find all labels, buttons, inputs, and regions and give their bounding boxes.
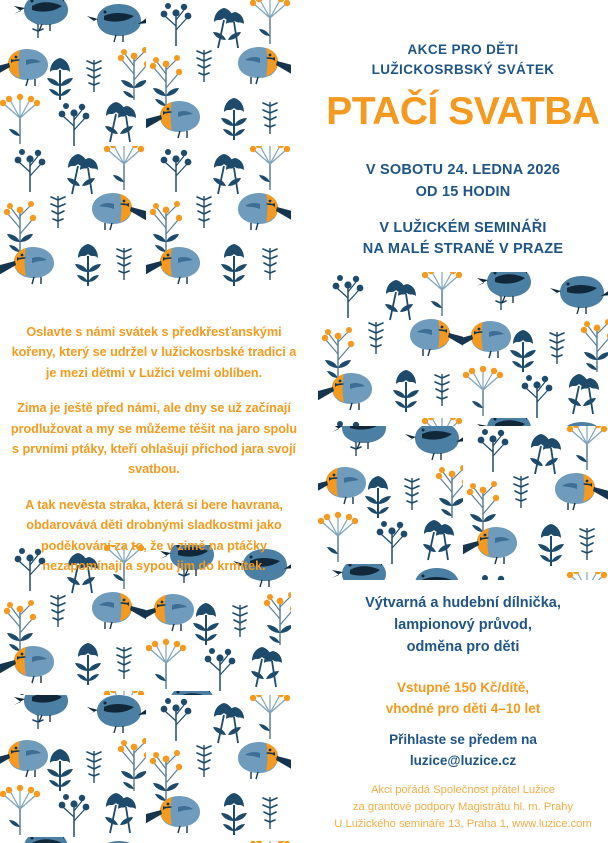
eyebrow-line-2: LUŽICKOSRBSKÝ SVÁTEK xyxy=(371,61,555,77)
eyebrow-line-1: AKCE PRO DĚTI xyxy=(407,42,519,57)
footer-block xyxy=(318,782,608,832)
price-line-2: vhodné pro děti 4–10 let xyxy=(385,700,541,716)
activity-line-1: Výtvarná a hudební dílnička, xyxy=(365,595,561,611)
signup-email[interactable]: luzice@luzice.cz xyxy=(409,752,517,768)
bird-floral-pattern-panel-top-left xyxy=(0,0,291,292)
activity-line-2: lampionový průvod, xyxy=(394,617,532,634)
when-where-block xyxy=(318,160,608,261)
bird-floral-pattern-panel-bottom-left xyxy=(0,545,291,843)
body-paragraph-1: Oslavte s námi svátek s předkřesťanskými kořeny, který se udržel v lužickosrbské tradici a je mezi dětmi v Lužici velmi oblíben. xyxy=(11,325,297,380)
venue-line-2: NA MALÉ STRANĚ V PRAZE xyxy=(362,241,564,258)
footer-line-2: za grantové podpory Magistrátu hl. m. Prahy xyxy=(352,800,574,813)
price-block xyxy=(318,678,608,720)
body-paragraph-3: A tak nevěsta straka, která si bere havrana, obdarovává děti drobnými sladkostmi jako poděkování za to, že v zimě na ptáčky nezapomínají a sypou jim do krmítek. xyxy=(25,497,283,573)
header-block xyxy=(318,40,608,133)
body-copy-block xyxy=(8,322,300,576)
venue-line-1: V LUŽICKÉM SEMINÁŘI xyxy=(379,219,547,236)
footer-line-3: U Lužického semináře 13, Praha 1, www.luzice.com xyxy=(334,817,592,830)
page-title: PTAČÍ SVATBA xyxy=(326,90,600,134)
footer-line-1: Akci pořádá Společnost přátel Lužice xyxy=(370,784,556,796)
date-line: V SOBOTU 24. LEDNA 2026 xyxy=(365,162,561,178)
bird-floral-pattern-panel-right xyxy=(318,272,608,580)
price-line-1: Vstupné 150 Kč/dítě, xyxy=(396,680,530,695)
body-paragraph-2: Zima je ještě před námi, ale dny se už začínají prodlužovat a my se můžeme těšit na jaro spolu s prvními ptáky, kteří ohlašují příchod jara svojí svatbou. xyxy=(10,401,298,477)
activity-line-3: odměna pro děti xyxy=(406,639,520,656)
signup-instruction: Přihlaste se předem na xyxy=(389,732,537,747)
signup-block xyxy=(318,730,608,772)
time-line: OD 15 HODIN xyxy=(415,183,511,200)
activities-block xyxy=(318,592,608,658)
